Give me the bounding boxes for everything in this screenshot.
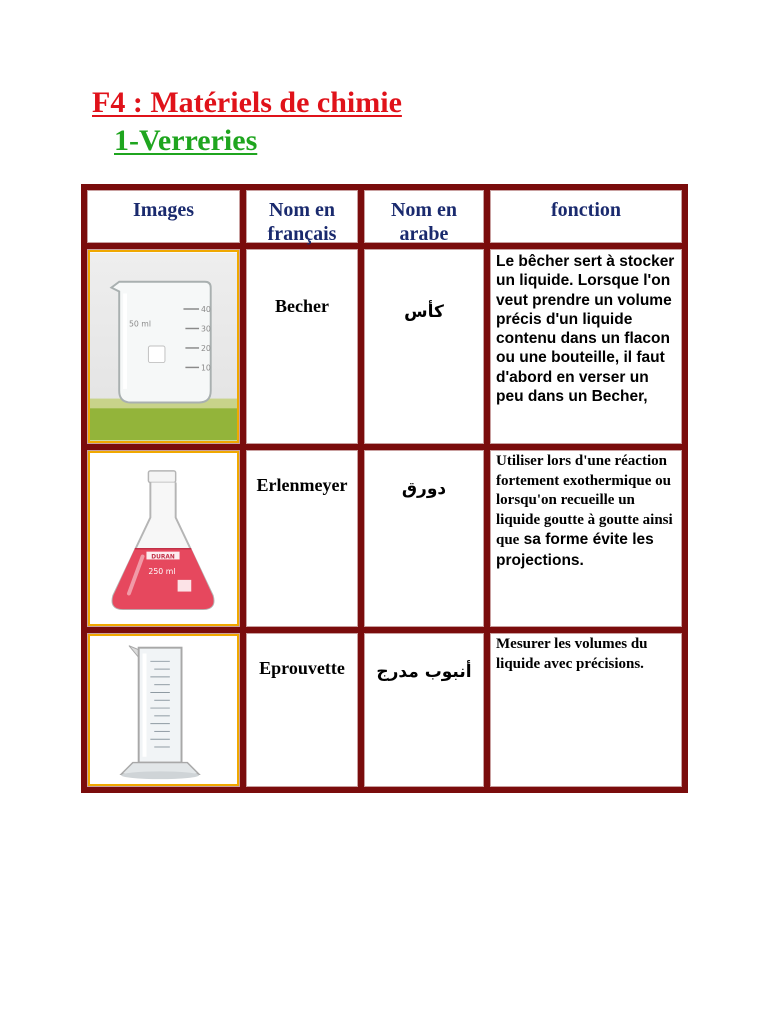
function-becher: Le bêcher sert à stocker un liquide. Lorsque l'on veut prendre un volume précis d'un liquide contenu dans un flacon ou une bouteille, il faut d'abord en verser un peu dans un Becher,	[490, 249, 682, 444]
french-name-erlenmeyer: Erlenmeyer	[246, 450, 358, 627]
flask-icon	[90, 453, 237, 624]
table-row-image-cell	[87, 450, 240, 627]
table-row-image-cell	[87, 633, 240, 787]
function-erlenmeyer-text-end: sa forme évite les projections.	[496, 531, 654, 569]
table-row-image-cell	[87, 249, 240, 444]
function-eprouvette: Mesurer les volumes du liquide avec précisions.	[490, 633, 682, 787]
header-function: fonction	[490, 190, 682, 243]
french-name-eprouvette: Eprouvette	[246, 633, 358, 787]
beaker-mark-10: 10	[200, 363, 211, 373]
section-title: 1-Verreries	[114, 124, 258, 157]
arabic-name-eprouvette: أنبوب مدرج	[364, 633, 484, 787]
function-erlenmeyer-text: Utiliser lors d'une réaction fortement exothermique ou lorsqu'on recueille un liquide goutte à goutte ainsi que	[496, 453, 673, 549]
header-images: Images	[87, 190, 240, 243]
flask-brand-label: DURAN	[151, 554, 175, 561]
beaker-volume-label: 50 ml	[128, 319, 152, 329]
erlenmeyer-flask-image	[88, 451, 239, 626]
header-arabic-name: Nom en arabe	[364, 190, 484, 243]
beaker-mark-30: 30	[200, 324, 211, 334]
beaker-mark-40: 40	[200, 304, 211, 314]
french-name-becher: Becher	[246, 249, 358, 444]
beaker-mark-20: 20	[200, 343, 211, 353]
arabic-name-becher: كأس	[364, 249, 484, 444]
beaker-image	[88, 250, 239, 443]
arabic-name-erlenmeyer: دورق	[364, 450, 484, 627]
glassware-table	[81, 184, 688, 793]
cylinder-icon	[90, 636, 237, 784]
document-title: F4 : Matériels de chimie	[92, 86, 402, 119]
function-erlenmeyer	[490, 450, 682, 627]
beaker-icon	[90, 252, 237, 441]
graduated-cylinder-image	[88, 634, 239, 786]
header-french-name: Nom en français	[246, 190, 358, 243]
flask-volume-label: 250 ml	[148, 567, 176, 577]
